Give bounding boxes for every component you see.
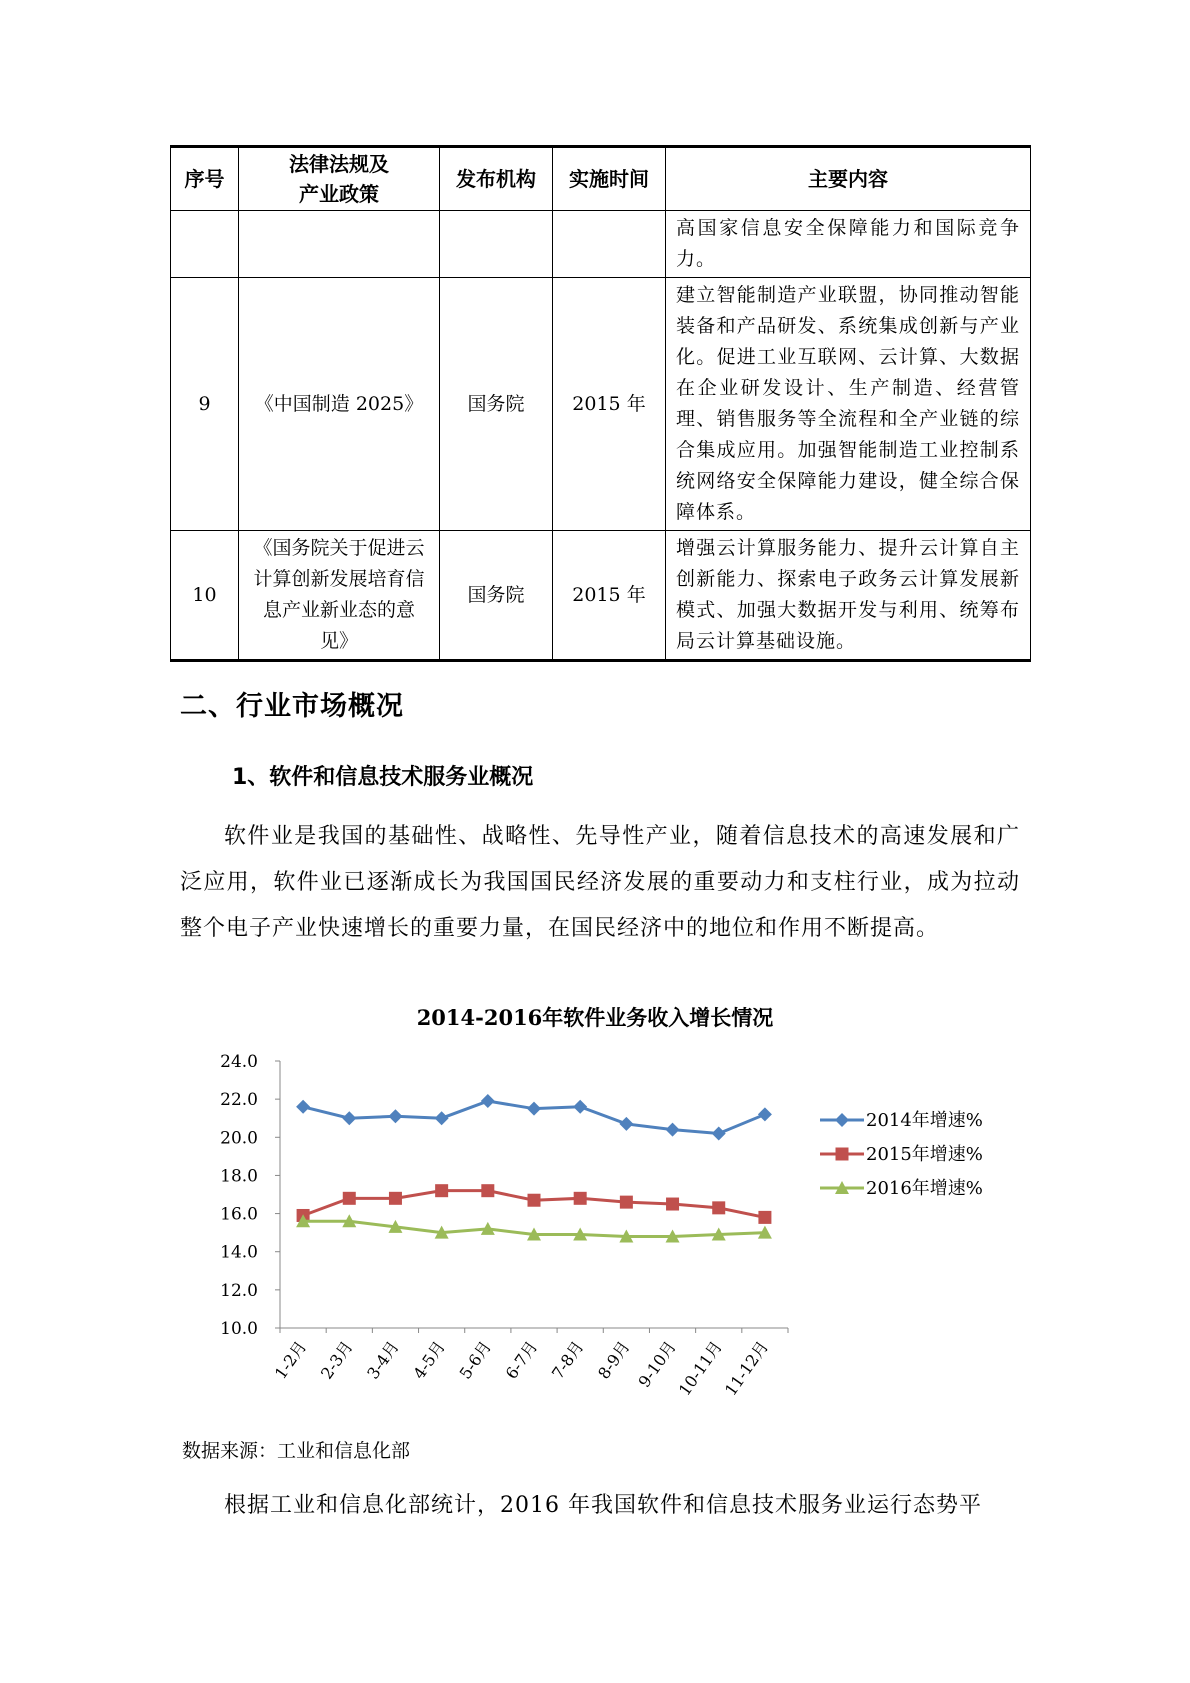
x-tick-label: 7-8月: [547, 1337, 588, 1383]
table-row: [171, 278, 1031, 531]
paragraph: 根据工业和信息化部统计，2016 年我国软件和信息技术服务业运行态势平: [224, 1493, 982, 1518]
y-tick-label: 20.0: [220, 1128, 258, 1149]
cell-issuer: 国务院: [440, 278, 553, 531]
data-point: [712, 1126, 726, 1140]
y-tick-label: 16.0: [220, 1204, 258, 1225]
data-source-note: 数据来源：工业和信息化部: [182, 1440, 411, 1462]
data-point: [666, 1198, 679, 1211]
y-tick-label: 22.0: [220, 1090, 258, 1111]
cell-no: 10: [171, 531, 239, 661]
data-point: [435, 1111, 449, 1125]
data-point: [666, 1123, 680, 1137]
data-point: [527, 1102, 541, 1116]
cell-year: 2015 年: [553, 278, 666, 531]
data-point: [712, 1201, 725, 1214]
data-point: [481, 1094, 495, 1108]
data-point: [388, 1109, 402, 1123]
policy-table: [170, 145, 1031, 662]
y-tick-label: 18.0: [220, 1166, 258, 1187]
y-tick-label: 12.0: [220, 1280, 258, 1301]
data-point: [481, 1184, 494, 1197]
x-tick-label: 5-6月: [455, 1337, 496, 1383]
data-point: [528, 1194, 541, 1207]
cell-policy: 《国务院关于促进云计算创新发展培育信息产业新业态的意见》: [239, 531, 440, 661]
data-point: [343, 1192, 356, 1205]
header-issuer: 发布机构: [440, 147, 553, 211]
legend-marker: [836, 1148, 849, 1161]
data-point: [342, 1111, 356, 1125]
header-no: 序号: [171, 147, 239, 211]
cell-policy: 《中国制造 2025》: [239, 278, 440, 531]
paragraph: 软件业是我国的基础性、战略性、先导性产业，随着信息技术的高速发展和广泛应用，软件业已逐渐成长为我国国民经济发展的重要动力和支柱行业，成为拉动整个电子产业快速增长的重要力量，在国民经济中的地位和作用不断提高。: [180, 824, 1020, 941]
table-header-row: [171, 147, 1031, 211]
subsection-title: 1、软件和信息技术服务业概况: [232, 765, 534, 790]
x-tick-label: 1-2月: [270, 1337, 311, 1383]
cell-no: 9: [171, 278, 239, 531]
x-tick-label: 11-12月: [720, 1337, 773, 1400]
cell-content: 建立智能制造产业联盟，协同推动智能装备和产品研发、系统集成创新与产业化。促进工业互联网、云计算、大数据在企业研发设计、生产制造、经营管理、销售服务等全流程和全产业链的综合集成应用。加强智能制造工业控制系统网络安全保障能力建设，健全综合保障体系。: [666, 278, 1031, 531]
x-tick-label: 3-4月: [363, 1337, 403, 1383]
data-point: [620, 1196, 633, 1209]
growth-line-chart: [180, 985, 1010, 1405]
y-tick-label: 10.0: [220, 1319, 258, 1339]
header-policy: 法律法规及 产业政策: [239, 147, 440, 211]
data-point: [389, 1192, 402, 1205]
data-point: [573, 1100, 587, 1114]
data-point: [435, 1184, 448, 1197]
table-row-continued: [171, 211, 1031, 278]
header-year: 实施时间: [553, 147, 666, 211]
data-point: [758, 1211, 771, 1224]
y-tick-label: 14.0: [220, 1242, 258, 1263]
x-tick-label: 9-10月: [634, 1337, 680, 1391]
x-tick-label: 8-9月: [594, 1337, 634, 1383]
chart-title: 2014-2016年软件业务收入增长情况: [416, 1005, 774, 1030]
legend-label: 2014年增速%: [866, 1110, 983, 1131]
header-content: 主要内容: [666, 147, 1031, 211]
legend-label: 2016年增速%: [866, 1178, 983, 1199]
y-tick-label: 24.0: [220, 1052, 258, 1072]
x-tick-label: 10-11月: [674, 1337, 727, 1400]
data-point: [758, 1107, 772, 1121]
x-tick-label: 4-5月: [409, 1337, 449, 1383]
x-tick-label: 6-7月: [501, 1337, 542, 1383]
x-tick-label: 2-3月: [317, 1337, 357, 1383]
legend-marker: [835, 1113, 849, 1127]
data-point: [296, 1100, 310, 1114]
section-title: 二、行业市场概况: [180, 691, 404, 722]
cell-year: 2015 年: [553, 531, 666, 661]
cell-content: 增强云计算服务能力、提升云计算自主创新能力、探索电子政务云计算发展新模式、加强大数据开发与利用、统筹布局云计算基础设施。: [666, 531, 1031, 661]
table-row: [171, 531, 1031, 661]
cell-content: 高国家信息安全保障能力和国际竞争力。: [666, 211, 1031, 278]
data-point: [574, 1192, 587, 1205]
cell-issuer: 国务院: [440, 531, 553, 661]
data-point: [619, 1117, 633, 1131]
legend-label: 2015年增速%: [866, 1144, 983, 1165]
